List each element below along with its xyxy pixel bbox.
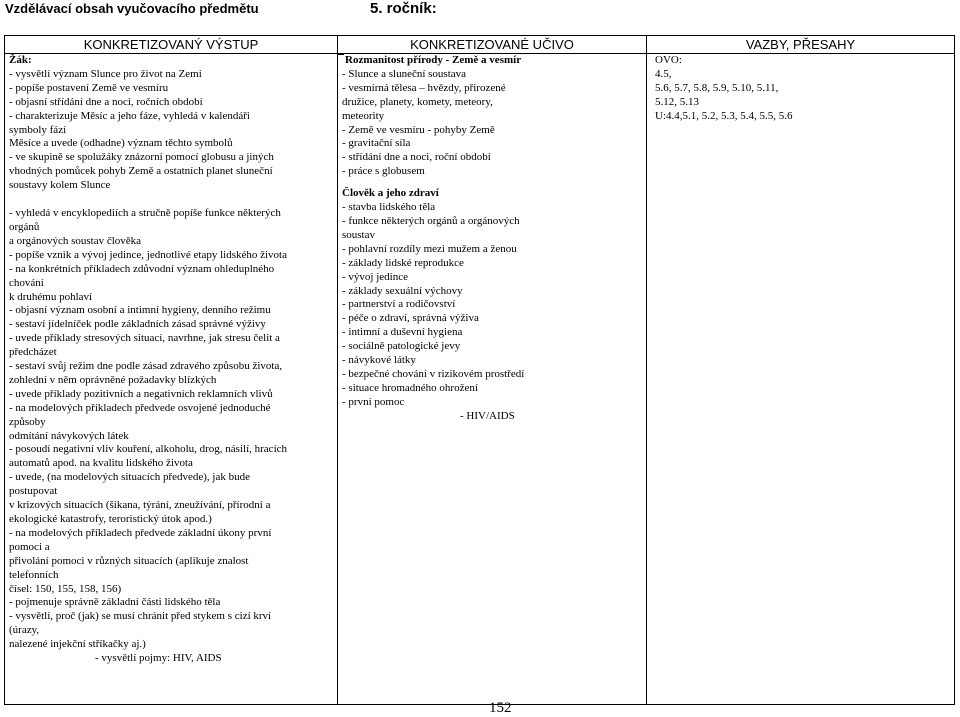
outputs-cell: [5, 54, 338, 705]
output-line: čísel: 150, 155, 158, 156): [9, 582, 122, 595]
link-line: 5.6, 5.7, 5.8, 5.9, 5.10, 5.11,: [655, 81, 779, 94]
curriculum-item: - vývoj jedince: [342, 270, 408, 283]
output-line: - uvede, (na modelových situacích předvede), jak bude: [9, 471, 250, 484]
curriculum-item: - funkce některých orgánů a orgánových: [342, 214, 520, 227]
output-line: - ve skupině se spolužáky znázorní pomocí globusu a jiných: [9, 151, 274, 164]
output-line: postupovat: [9, 485, 58, 498]
output-line: (úrazy,: [9, 624, 40, 637]
links-list: [655, 54, 954, 124]
output-line: v krizových situacích (šikana, týrání, zneužívání, přírodní a: [9, 499, 271, 512]
header-row: [5, 36, 955, 54]
curriculum-item: - první pomoc: [342, 395, 405, 408]
curriculum-item: - bezpečné chování v rizikovém prostředí: [342, 367, 525, 380]
curriculum-item: - situace hromadného ohrožení: [342, 381, 478, 394]
section-health-items: [342, 201, 646, 410]
output-line: - na modelových příkladech předvede osvojené jednoduché: [9, 401, 271, 414]
header-outputs: KONKRETIZOVANÝ VÝSTUP: [5, 36, 338, 54]
output-line: automatů apod. na kvalitu lidského života: [9, 457, 193, 470]
curriculum-item: - péče o zdraví, správná výživa: [342, 312, 479, 325]
output-line: [9, 193, 337, 207]
output-line: - uvede příklady stresových situací, navrhne, jak stresu čelit a: [9, 332, 280, 345]
curriculum-item: družice, planety, komety, meteory,: [342, 95, 493, 108]
output-line: Žák:: [9, 54, 32, 66]
output-line: k druhému pohlaví: [9, 290, 93, 303]
outputs-list: [9, 54, 337, 666]
curriculum-item: - pohlavní rozdíly mezi mužem a ženou: [342, 242, 517, 255]
section-earth-items: [342, 68, 646, 179]
output-line: - objasní střídání dne a noci, ročních období: [9, 95, 203, 108]
header-links: VAZBY, PŘESAHY: [647, 36, 955, 54]
curriculum-item: - návykové látky: [342, 354, 416, 367]
output-line: - popíše vznik a vývoj jedince, jednotlivé etapy lidského života: [9, 248, 287, 261]
output-line: - sestaví jídelníček podle základních zásad správné výživy: [9, 318, 266, 331]
curriculum-item: - sociálně patologické jevy: [342, 340, 461, 353]
output-line: Měsíce a uvede (odhadne) význam těchto symbolů: [9, 137, 233, 150]
output-line: způsoby: [9, 415, 46, 428]
output-line: orgánů: [9, 220, 40, 233]
curriculum-item: meteority: [342, 109, 385, 122]
curriculum-item: - intimní a duševní hygiena: [342, 326, 463, 339]
output-line: - na modelových příkladech předvede základní úkony první: [9, 526, 272, 539]
output-line: - sestaví svůj režim dne podle zásad zdravého způsobu života,: [9, 360, 283, 373]
output-line: - uvede příklady pozitivních a negativních reklamních vlivů: [9, 387, 273, 400]
curriculum-item: - stavba lidského těla: [342, 201, 436, 214]
page-title: Vzdělávací obsah vyučovacího předmětu: [5, 1, 259, 16]
curriculum-item: - partnerství a rodičovství: [342, 298, 456, 311]
section-title-earth: Rozmanitost přírody - Země a vesmír: [345, 54, 522, 66]
link-line: U:4.4,5.1, 5.2, 5.3, 5.4, 5.5, 5.6: [655, 109, 793, 122]
cell-divider: [338, 54, 344, 55]
output-line: - vysvětlí význam Slunce pro život na Zemi: [9, 67, 202, 80]
link-line: OVO:: [655, 54, 682, 66]
curriculum-item: soustav: [342, 228, 375, 241]
output-line: pomoci a: [9, 540, 50, 553]
grade-heading: 5. ročník:: [370, 0, 437, 17]
output-line: chování: [9, 276, 44, 289]
curriculum-item: - vesmírná tělesa – hvězdy, přirozené: [342, 81, 506, 94]
curriculum-table: [4, 35, 955, 705]
output-line: - charakterizuje Měsíc a jeho fáze, vyhledá v kalendáři: [9, 109, 250, 122]
output-line: - posoudí negativní vliv kouření, alkoholu, drog, násilí, hracích: [9, 443, 288, 456]
curriculum-cell: [338, 54, 647, 705]
output-line: soustavy kolem Slunce: [9, 179, 111, 192]
section-title-health: Člověk a jeho zdraví: [342, 187, 439, 200]
output-line: zohlední v něm oprávněné požadavky blízkých: [9, 373, 217, 386]
curriculum-item: - základy sexuální výchovy: [342, 284, 463, 297]
output-line: ekologické katastrofy, teroristický útok apod.): [9, 513, 212, 525]
output-line: symboly fází: [9, 123, 67, 136]
output-line: odmítání návykových látek: [9, 429, 129, 442]
link-line: 4.5,: [655, 67, 672, 80]
curriculum-list: [342, 54, 646, 424]
output-line: přivolání pomoci v různých situacích (aplikuje znalost: [9, 554, 249, 567]
output-line: - popíše postavení Země ve vesmíru: [9, 81, 169, 94]
output-line: - vysvětlí pojmy: HIV, AIDS: [95, 652, 222, 665]
output-line: telefonních: [9, 568, 59, 581]
curriculum-item: - Slunce a sluneční soustava: [342, 67, 467, 80]
output-line: předcházet: [9, 346, 57, 359]
links-cell: [647, 54, 955, 705]
curriculum-item: - práce s globusem: [342, 165, 425, 178]
output-line: vhodných pomůcek pohyb Země a ostatních planet sluneční: [9, 165, 273, 178]
output-line: - vysvětlí, proč (jak) se musí chránit před stykem s cizí krví: [9, 610, 272, 623]
output-line: - na konkrétních příkladech zdůvodní význam ohleduplného: [9, 262, 275, 275]
spacer: [342, 179, 646, 187]
output-line: - vyhledá v encyklopediích a stručně popíše funkce některých: [9, 207, 281, 220]
content-row: [5, 54, 955, 705]
curriculum-item: - gravitační síla: [342, 137, 411, 150]
output-line: nalezené injekční stříkačky aj.): [9, 638, 146, 651]
output-line: - objasní význam osobní a intimní hygieny, denního režimu: [9, 304, 271, 317]
hiv-item: - HIV/AIDS: [460, 409, 515, 422]
output-line: a orgánových soustav člověka: [9, 234, 142, 247]
link-line: 5.12, 5.13: [655, 95, 699, 108]
curriculum-item: - základy lidské reprodukce: [342, 256, 464, 269]
output-line: - pojmenuje správně základní části lidského těla: [9, 596, 221, 609]
curriculum-item: - Země ve vesmíru - pohyby Země: [342, 123, 495, 136]
curriculum-item: - střídání dne a noci, roční období: [342, 151, 491, 164]
page-number: 152: [489, 700, 512, 716]
header-curriculum: KONKRETIZOVANÉ UČIVO: [338, 36, 647, 54]
